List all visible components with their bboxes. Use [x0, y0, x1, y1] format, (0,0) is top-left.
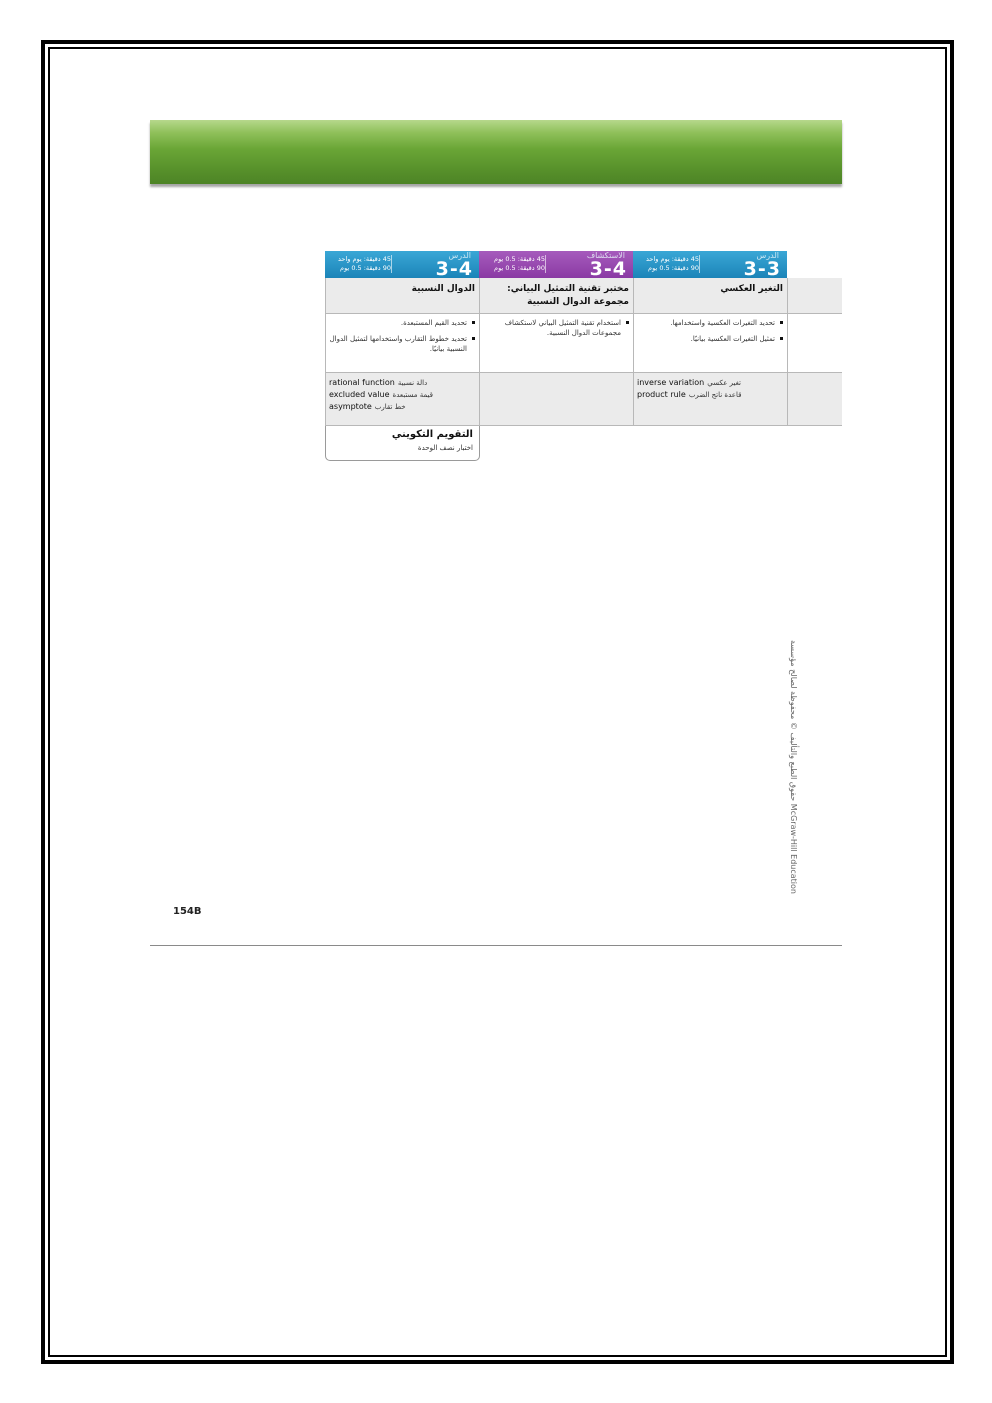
vocab-item — [637, 389, 783, 401]
pacing-90: 90 دقيقة: 0.5 يوم — [340, 264, 391, 272]
lesson-header — [479, 251, 633, 278]
lesson-objectives-cell — [325, 314, 479, 373]
vocab-term-arabic: دالة نسبية — [397, 379, 428, 387]
lesson-title: الدوال النسبية — [411, 284, 475, 294]
lesson-objectives-cell — [479, 314, 633, 373]
lesson-vocabulary-cell — [633, 373, 787, 426]
objective-item: تحديد التغيرات العكسية واستخدامها. — [637, 318, 783, 328]
vocab-term-arabic: قاعدة ناتج الضرب — [688, 391, 742, 399]
vocab-term-english: inverse variation — [637, 378, 705, 387]
lesson-pacing — [637, 255, 699, 273]
row-label-vocabulary — [787, 373, 842, 426]
objective-item: تمثيل التغيرات العكسية بيانيًا. — [637, 334, 783, 344]
objectives-list — [637, 318, 783, 350]
assessment-title: التقويم التكويني — [391, 429, 473, 440]
pacing-90: 90 دقيقة: 0.5 يوم — [494, 264, 545, 272]
lesson-header — [633, 251, 787, 278]
formative-assessment-box — [325, 426, 480, 461]
vocabulary-list — [329, 377, 475, 413]
lesson-pacing — [483, 255, 545, 273]
footer-rule — [150, 945, 842, 946]
lesson-kind-label: الدرس — [448, 251, 471, 260]
lesson-vocabulary-cell — [325, 373, 479, 426]
lesson-number: 3-4 — [435, 258, 473, 278]
objective-item: استخدام تقنية التمثيل البياني لاستكشاف مجموعات الدوال النسبية. — [483, 318, 629, 338]
vocab-term-arabic: تغير عكسي — [707, 379, 741, 387]
row-label-title — [787, 278, 842, 314]
lesson-objectives-cell — [633, 314, 787, 373]
header-divider — [699, 255, 700, 273]
vocab-item — [637, 377, 783, 389]
vocab-item — [329, 401, 475, 413]
objective-item: تحديد خطوط التقارب واستخدامها لتمثيل الدوال النسبية بيانيًا. — [329, 334, 475, 354]
vocab-item — [329, 389, 475, 401]
vocab-term-english: rational function — [329, 378, 395, 387]
lesson-number: 3-3 — [743, 258, 781, 278]
objectives-list — [483, 318, 629, 344]
vocab-item — [329, 377, 475, 389]
row-label-column — [787, 251, 842, 426]
header-divider — [391, 255, 392, 273]
explore-column-3-4 — [479, 251, 633, 426]
lesson-pacing — [329, 255, 391, 273]
vocab-term-arabic: قيمة مستبعدة — [392, 391, 433, 399]
vocab-term-english: excluded value — [329, 390, 390, 399]
pacing-45: 45 دقيقة: يوم واحد — [646, 255, 699, 263]
objectives-list — [329, 318, 475, 360]
lesson-planner-table — [325, 251, 842, 461]
row-label-header — [787, 251, 842, 278]
pacing-90: 90 دقيقة: 0.5 يوم — [648, 264, 699, 272]
lesson-title-cell — [325, 278, 479, 314]
vocab-term-english: product rule — [637, 390, 686, 399]
assessment-subtitle: اختبار نصف الوحدة — [417, 444, 473, 452]
pacing-45: 45 دقيقة: يوم واحد — [338, 255, 391, 263]
chapter-banner — [150, 120, 842, 184]
lesson-title-cell — [479, 278, 633, 314]
copyright-notice — [786, 640, 798, 895]
lesson-header — [325, 251, 479, 278]
lesson-vocabulary-cell — [479, 373, 633, 426]
vocab-term-arabic: خط تقارب — [374, 403, 406, 411]
lesson-kind-label: الدرس — [756, 251, 779, 260]
pacing-45: 45 دقيقة: 0.5 يوم — [494, 255, 545, 263]
page-number: 154B — [173, 906, 202, 917]
lesson-title: التغير العكسي — [720, 284, 783, 294]
lesson-kind-label: الاستكشاف — [586, 251, 625, 260]
row-label-objectives — [787, 314, 842, 373]
page-border-inner — [48, 47, 947, 1357]
lesson-title: مختبر تقنية التمثيل البياني: مجموعة الدوال النسبية — [507, 284, 629, 307]
lesson-title-cell — [633, 278, 787, 314]
lesson-number: 3-4 — [589, 258, 627, 278]
copyright-text: حقوق الطبع والتأليف © محفوظة لصالح مؤسسة McGraw-Hill Education — [789, 640, 798, 894]
vocab-term-english: asymptote — [329, 402, 372, 411]
lesson-column-3-3 — [633, 251, 787, 426]
vocabulary-list — [637, 377, 783, 401]
objective-item: تحديد القيم المستبعدة. — [329, 318, 475, 328]
header-divider — [545, 255, 546, 273]
lesson-column-3-4 — [325, 251, 479, 452]
